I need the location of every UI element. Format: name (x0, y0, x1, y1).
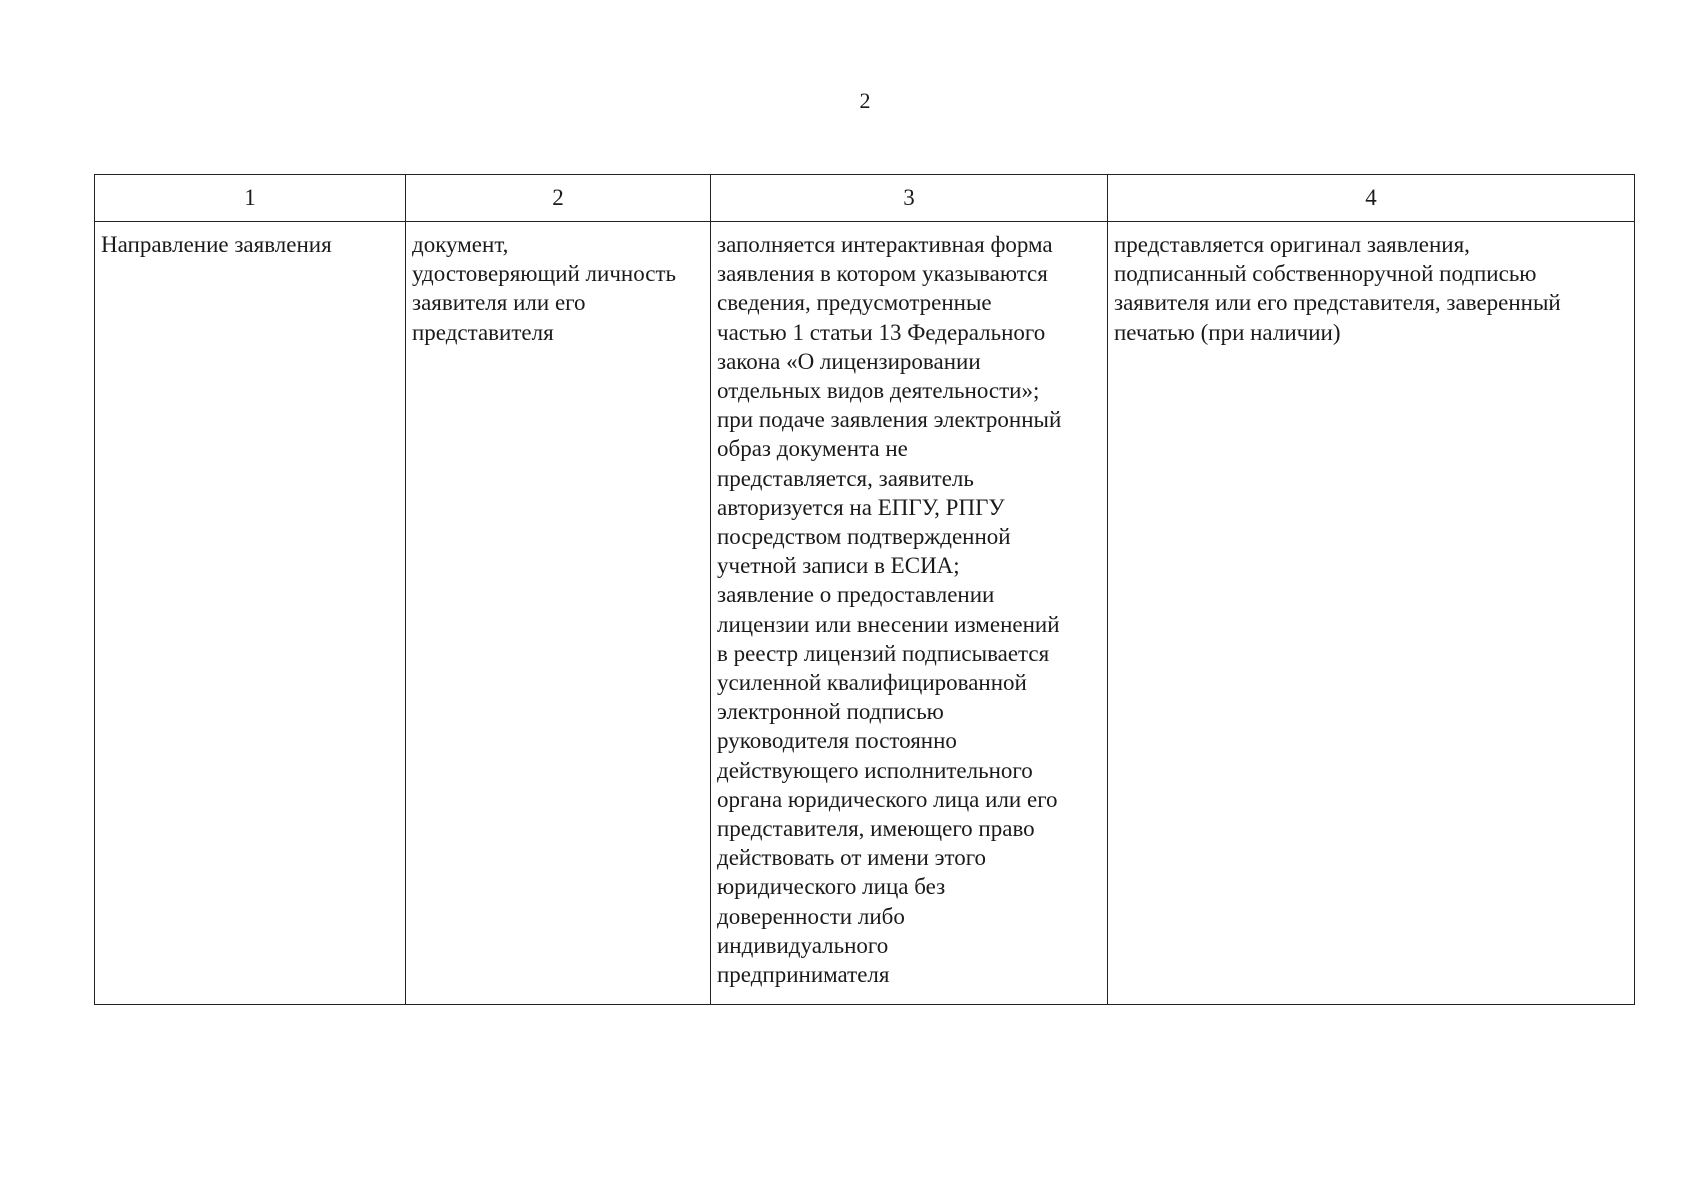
page-number: 2 (859, 88, 871, 113)
requirements-table (94, 174, 1635, 1005)
action-cell (95, 222, 406, 1005)
column-header-4: 4 (1108, 175, 1635, 222)
column-header-2: 2 (406, 175, 711, 222)
document-cell (406, 222, 711, 1005)
table-row (95, 222, 1635, 1005)
electronic-submission-text: заполняется интерактивная форма заявления в котором указываются сведения, предусмотренные частью 1 статьи 13 Федерального закона «О лицензировании отдельных видов деятельности»; при подаче заявления электронный образ документа не представляется, заявитель авторизуется на ЕПГУ, РПГУ посредством подтвержденной учетной записи в ЕСИА; заявление о предоставлении лицензии или внесении изменений в реестр лицензий подписывается усиленной квалифицированной электронной подписью руководителя постоянно действующего исполнительного органа юридического лица или его представителя, имеющего право действовать от имени этого юридического лица без доверенности либо индивидуального предпринимателя (717, 232, 1062, 988)
table-header-row (95, 175, 1635, 222)
paper-submission-cell (1108, 222, 1635, 1005)
paper-submission-text: представляется оригинал заявления, подписанный собственноручной подписью заявителя или его представителя, заверенный печатью (при наличии) (1114, 232, 1561, 345)
document-text: документ, удостоверяющий личность заявителя или его представителя (412, 232, 677, 345)
column-header-1: 1 (95, 175, 406, 222)
electronic-submission-cell (711, 222, 1108, 1005)
column-header-3: 3 (711, 175, 1108, 222)
action-text: Направление заявления (101, 232, 332, 257)
